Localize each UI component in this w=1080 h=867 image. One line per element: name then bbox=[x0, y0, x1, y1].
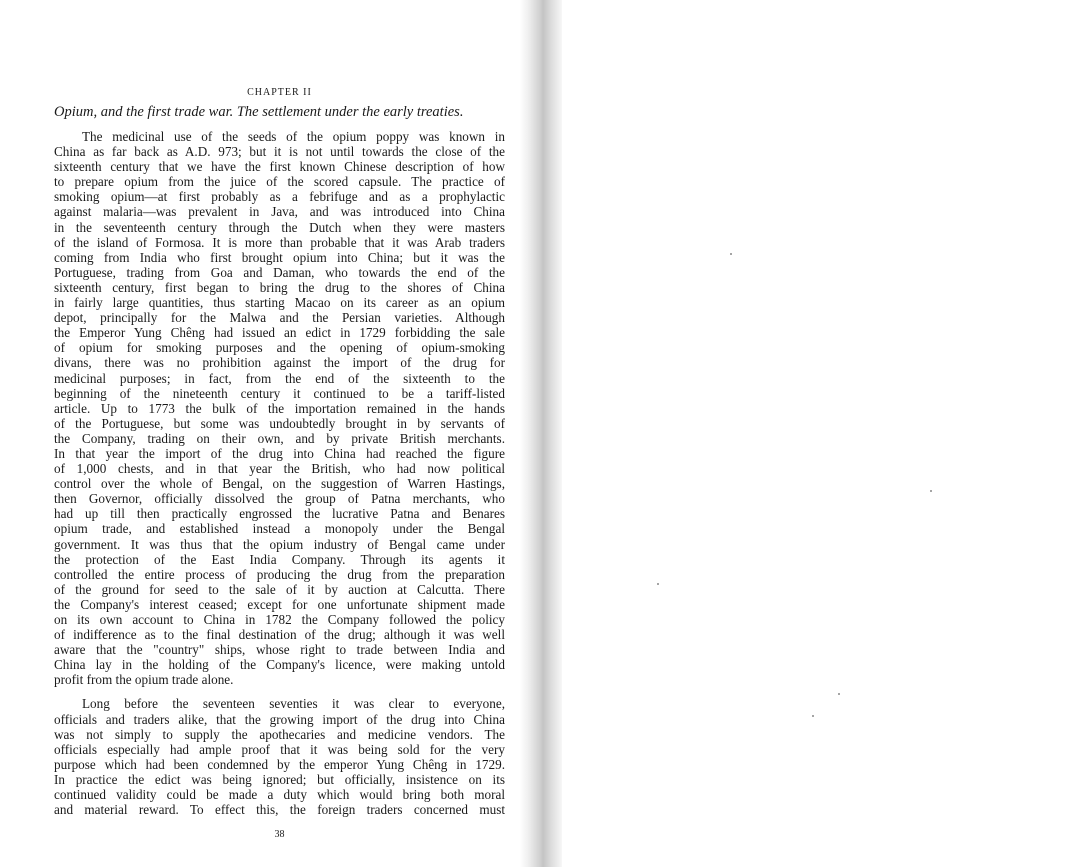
text-line: of the island of Formosa. It is more than probable that it was Arab traders bbox=[54, 234, 505, 250]
chapter-heading: CHAPTER II bbox=[247, 87, 312, 98]
text-line: had up till then practically engrossed the lucrative Patna and Benares bbox=[54, 506, 505, 522]
text-line: sixteenth century, first began to bring the drug to the shores of China bbox=[54, 279, 505, 295]
text-line: of opium for smoking purposes and the opening of opium-smoking bbox=[54, 340, 505, 356]
text-line: medicinal purposes; in fact, from the end of the sixteenth to the bbox=[54, 370, 505, 386]
text-line: on its own account to China in 1782 the Company followed the policy bbox=[54, 612, 505, 627]
text-line: In practice the edict was being ignored; but officially, insistence on its bbox=[54, 771, 505, 787]
paper-speck bbox=[930, 490, 932, 492]
text-line: Portuguese, trading from Goa and Daman, who towards the end of the bbox=[54, 264, 505, 280]
text-line: opium trade, and established instead a monopoly under the Bengal bbox=[54, 521, 505, 537]
text-line: officials and traders alike, that the growing import of the drug into China bbox=[54, 711, 505, 727]
text-line: divans, there was no prohibition against the import of the drug for bbox=[54, 355, 505, 371]
text-line: smoking opium—at first probably as a febrifuge and as a prophylactic bbox=[54, 189, 505, 205]
text-line: of 1,000 chests, and in that year the British, who had now political bbox=[54, 461, 505, 477]
text-line: The medicinal use of the seeds of the opium poppy was known in bbox=[82, 129, 505, 144]
text-line: against malaria—was prevalent in Java, and was introduced into China bbox=[54, 204, 505, 220]
text-line: and material reward. To effect this, the foreign traders concerned must bbox=[54, 802, 505, 818]
text-line: the Company's interest ceased; except for one unfortunate shipment made bbox=[54, 596, 505, 612]
text-line: the protection of the East India Company. Through its agents it bbox=[54, 551, 505, 567]
text-line: controlled the entire process of producing the drug from the preparation bbox=[54, 566, 505, 582]
text-line: was not simply to supply the apothecaries and medicine vendors. The bbox=[54, 726, 505, 742]
text-line: to prepare opium from the juice of the scored capsule. The practice of bbox=[54, 174, 505, 190]
text-line: coming from India who first brought opium into China; but it was the bbox=[54, 249, 505, 265]
text-line: China lay in the holding of the Company's licence, were making untold bbox=[54, 657, 505, 673]
text-line: in the seventeenth century through the Dutch when they were masters bbox=[54, 219, 505, 235]
left-page bbox=[0, 0, 530, 867]
text-line: purpose which had been condemned by the emperor Yung Chêng in 1729. bbox=[54, 756, 505, 772]
text-line: In that year the import of the drug into China had reached the figure bbox=[54, 445, 505, 461]
paragraph-gap bbox=[54, 687, 505, 696]
text-line: then Governor, officially dissolved the group of Patna merchants, who bbox=[54, 491, 505, 507]
text-line: government. It was thus that the opium industry of Bengal came under bbox=[54, 536, 505, 552]
page-number: 38 bbox=[274, 829, 285, 840]
text-line: of the Portuguese, but some was undoubtedly brought in by servants of bbox=[54, 415, 505, 431]
text-line: aware that the "country" ships, whose right to trade between India and bbox=[54, 642, 505, 658]
text-line: the Company, trading on their own, and by private British merchants. bbox=[54, 430, 505, 446]
paper-speck bbox=[657, 583, 659, 585]
text-line: of the ground for seed to the sale of it by auction at Calcutta. There bbox=[54, 581, 505, 597]
text-line: profit from the opium trade alone. bbox=[54, 672, 234, 688]
text-line: Long before the seventeen seventies it was clear to everyone, bbox=[82, 696, 505, 712]
text-line: of indifference as to the final destination of the drug; although it was well bbox=[54, 627, 505, 643]
text-line: beginning of the nineteenth century it continued to be a tariff-listed bbox=[54, 385, 505, 401]
text-line: officials especially had ample proof that it was being sold for the very bbox=[54, 741, 505, 757]
paper-speck bbox=[812, 715, 814, 717]
text-line: control over the whole of Bengal, on the suggestion of Warren Hastings, bbox=[54, 476, 505, 492]
chapter-subtitle: Opium, and the first trade war. The settlement under the early treaties. bbox=[54, 104, 464, 120]
text-line: continued validity could be made a duty which would bring both moral bbox=[54, 787, 505, 803]
body-text bbox=[54, 129, 505, 817]
text-line: the Emperor Yung Chêng had issued an edict in 1729 forbidding the sale bbox=[54, 325, 505, 341]
text-line: sixteenth century that we have the first known Chinese description of how bbox=[54, 159, 505, 175]
text-line: article. Up to 1773 the bulk of the importation remained in the hands bbox=[54, 400, 505, 416]
paper-speck bbox=[730, 253, 732, 255]
book-gutter bbox=[520, 0, 562, 867]
text-line: in fairly large quantities, thus starting Macao on its career as an opium bbox=[54, 295, 505, 311]
right-page-blank bbox=[562, 0, 1080, 867]
text-line: China as far back as A.D. 973; but it is not until towards the close of the bbox=[54, 144, 505, 160]
text-line: depot, principally for the Malwa and the Persian varieties. Although bbox=[54, 310, 505, 326]
paper-speck bbox=[838, 693, 840, 695]
